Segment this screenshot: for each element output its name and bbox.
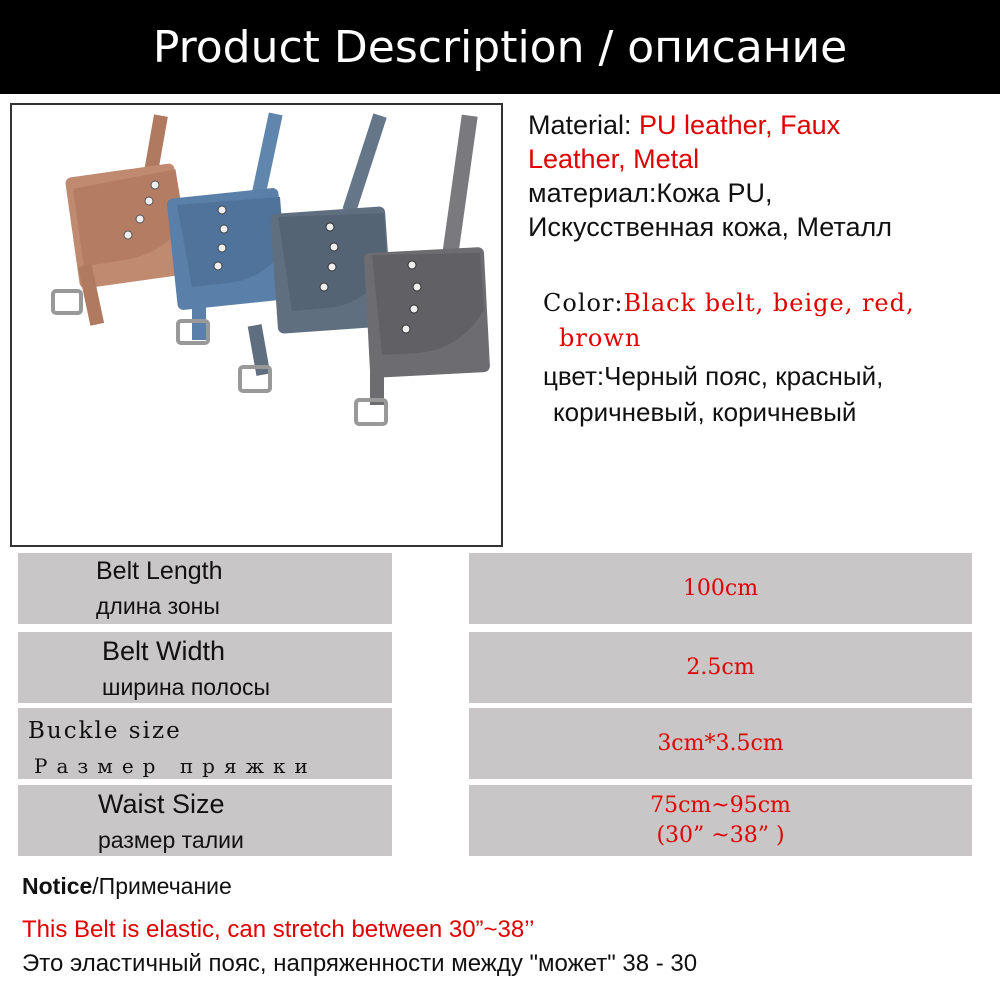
belt-length-value: 100cm (682, 575, 759, 601)
waist-size-value-inches: (30” ~38” ) (656, 822, 785, 848)
material-ru-line2: Искусственная кожа, Металл (528, 212, 893, 242)
notice-text-ru: Это эластичный пояс, напряженности между "может" 38 - 30 (22, 950, 698, 977)
belt-width-label-ru: ширина полосы (102, 674, 271, 700)
waist-size-label: Waist Size (98, 789, 225, 819)
belt-length-label-ru: длина зоны (96, 593, 220, 619)
belt-width-value: 2.5cm (686, 654, 755, 680)
material-spec (528, 108, 892, 244)
belt-bags-illustration (12, 105, 501, 545)
belt-width-label-cell (18, 632, 392, 703)
material-ru-line1: материал:Кожа PU, (528, 178, 773, 208)
color-ru-spec (543, 358, 883, 430)
material-value-line1: PU leather, Faux (639, 110, 841, 140)
color-spec (543, 286, 915, 356)
notice-title-rest: /Примечание (92, 873, 232, 899)
buckle-size-value-cell (469, 708, 972, 779)
belt-width-label: Belt Width (102, 636, 226, 666)
page-title: Product Description / описание (152, 21, 848, 73)
color-value-line2: brown (559, 324, 642, 352)
waist-size-value: 75cm~95cm (650, 792, 791, 818)
color-ru-line2: коричневый, коричневый (553, 397, 857, 427)
material-line1 (528, 108, 892, 142)
color-label: Color: (543, 289, 624, 317)
color-value-line1: Black belt, beige, red, (623, 289, 915, 317)
buckle-size-label-ru: Размер пряжки (34, 754, 317, 778)
material-label: Material: (528, 110, 640, 140)
header-bar (0, 0, 1000, 94)
color-line1 (543, 286, 915, 321)
notice-title (22, 873, 232, 900)
waist-size-label-cell (18, 785, 392, 856)
notice-text-en: This Belt is elastic, can stretch between 30”~38’’ (22, 916, 535, 943)
product-photo (10, 103, 503, 547)
notice-title-bold: Notice (22, 873, 93, 899)
waist-size-label-ru: размер талии (98, 827, 244, 853)
gray-belt-bag (356, 115, 490, 424)
waist-size-value-cell (469, 785, 972, 856)
color-ru-line1: цвет:Черный пояс, красный, (543, 361, 884, 391)
belt-length-label-cell (18, 553, 392, 624)
belt-length-value-cell (469, 553, 972, 624)
buckle-size-value: 3cm*3.5cm (657, 730, 784, 756)
belt-width-value-cell (469, 632, 972, 703)
material-value-line2: Leather, Metal (528, 144, 700, 174)
buckle-size-label: Buckle size (28, 718, 182, 744)
buckle-size-label-cell (18, 708, 392, 779)
belt-length-label: Belt Length (96, 557, 223, 585)
